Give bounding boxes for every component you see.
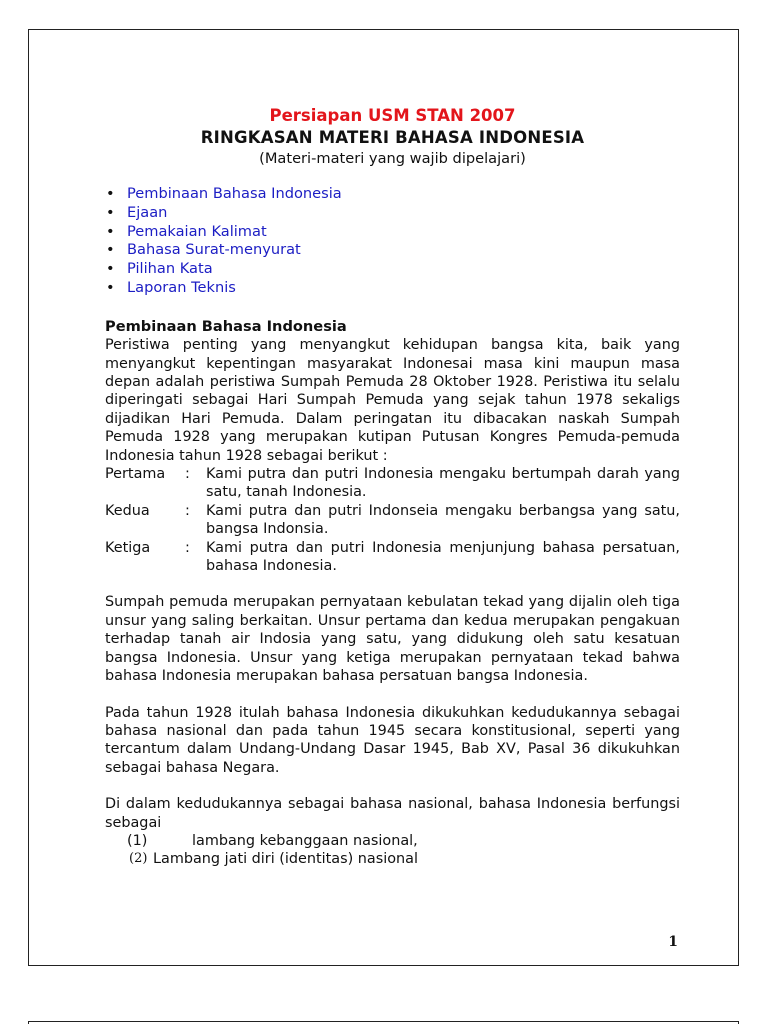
topic-link[interactable]: Pembinaan Bahasa Indonesia xyxy=(127,185,342,202)
function-number: (1) xyxy=(127,832,148,849)
topic-item[interactable] xyxy=(105,204,680,223)
paragraph-intro: Peristiwa penting yang menyangkut kehidupan bangsa kita, baik yang menyangkut kepentingan masyarakat Indonesai masa kini maupun masa depan adalah peristiwa Sumpah Pemuda 28 Oktober 1928. Peristiwa itu selalu diperingati sebagai Hari Sumpah Pemuda yang sejak tahun 1978 sekaligs dijadikan Hari Pemuda. Dalam peringatan itu dibacakan naskah Sumpah Pemuda 1928 yang merupakan kutipan Putusan Kongres Pemuda-pemuda Indonesia tahun 1928 sebagai berikut : xyxy=(105,337,680,464)
oath-text: Kami putra dan putri Indonesia mengaku bertumpah darah yang satu, tanah Indonesia. xyxy=(206,466,680,501)
oath-text: Kami putra dan putri Indonesia menjunjung bahasa persatuan, bahasa Indonesia. xyxy=(206,539,680,575)
topic-item[interactable] xyxy=(105,260,680,279)
oath-text: Kami putra dan putri Indonseia mengaku berbangsa yang satu, bangsa Indonsia. xyxy=(206,502,680,538)
document-page xyxy=(28,29,739,966)
function-text: Lambang jati diri (identitas) nasional xyxy=(153,851,418,868)
oath-label: Ketiga xyxy=(105,539,151,556)
paragraph-fungsi: Di dalam kedudukannya sebagai bahasa nasional, bahasa Indonesia berfungsi sebagai xyxy=(105,796,680,831)
topic-link[interactable]: Pemakaian Kalimat xyxy=(127,222,267,240)
oath-colon: : xyxy=(185,466,190,483)
topic-link[interactable]: Ejaan xyxy=(127,203,168,221)
topic-list xyxy=(105,185,680,298)
function-item xyxy=(105,850,680,868)
topic-link[interactable]: Bahasa Surat-menyurat xyxy=(127,241,301,259)
topic-item[interactable] xyxy=(105,223,680,242)
section-heading: Pembinaan Bahasa Indonesia xyxy=(105,317,347,335)
bullet-icon: • xyxy=(106,241,115,259)
topic-link[interactable]: Laporan Teknis xyxy=(127,278,236,296)
page-number: 1 xyxy=(668,934,678,950)
oath-row xyxy=(105,502,680,539)
bullet-icon: • xyxy=(106,185,115,202)
document-title-main: RINGKASAN MATERI BAHASA INDONESIA xyxy=(200,128,585,147)
bullet-icon: • xyxy=(106,260,115,278)
oath-row xyxy=(105,539,680,576)
oath-label: Kedua xyxy=(105,502,150,519)
page-content xyxy=(105,105,680,869)
function-number: (2) xyxy=(129,851,148,867)
topic-item[interactable] xyxy=(105,241,680,260)
topic-item[interactable] xyxy=(105,185,680,204)
oath-row xyxy=(105,465,680,502)
bullet-icon: • xyxy=(106,278,115,296)
bullet-icon: • xyxy=(106,203,115,221)
document-subtitle: (Materi-materi yang wajib dipelajari) xyxy=(259,150,526,167)
paragraph-1928: Pada tahun 1928 itulah bahasa Indonesia dikukuhkan kedudukannya sebagai bahasa nasional dan pada tahun 1945 secara konstitusional, seperti yang tercantum dalam Undang-Undang Dasar 1945, Bab XV, Pasal 36 dikukuhkan sebagai bahasa Negara. xyxy=(105,704,680,776)
paragraph-sumpah: Sumpah pemuda merupakan pernyataan kebulatan tekad yang dijalin oleh tiga unsur yang saling berkaitan. Unsur pertama dan kedua merupakan pengakuan terhadap tanah air Indosia yang satu, yang didukung oleh satu kesatuan bangsa Indonesia. Unsur yang ketiga merupakan pernyataan tekad bahwa bahasa Indonesia merupakan bahasa persatuan bangsa Indonesia. xyxy=(105,594,680,685)
function-item xyxy=(105,832,680,850)
topic-item[interactable] xyxy=(105,279,680,298)
bullet-icon: • xyxy=(106,222,115,240)
oath-colon: : xyxy=(185,502,190,519)
topic-link[interactable]: Pilihan Kata xyxy=(127,260,213,278)
function-text: lambang kebanggaan nasional, xyxy=(192,832,418,849)
oath-label: Pertama xyxy=(105,466,166,483)
oath-colon: : xyxy=(185,539,190,556)
document-title-red: Persiapan USM STAN 2007 xyxy=(269,106,516,125)
